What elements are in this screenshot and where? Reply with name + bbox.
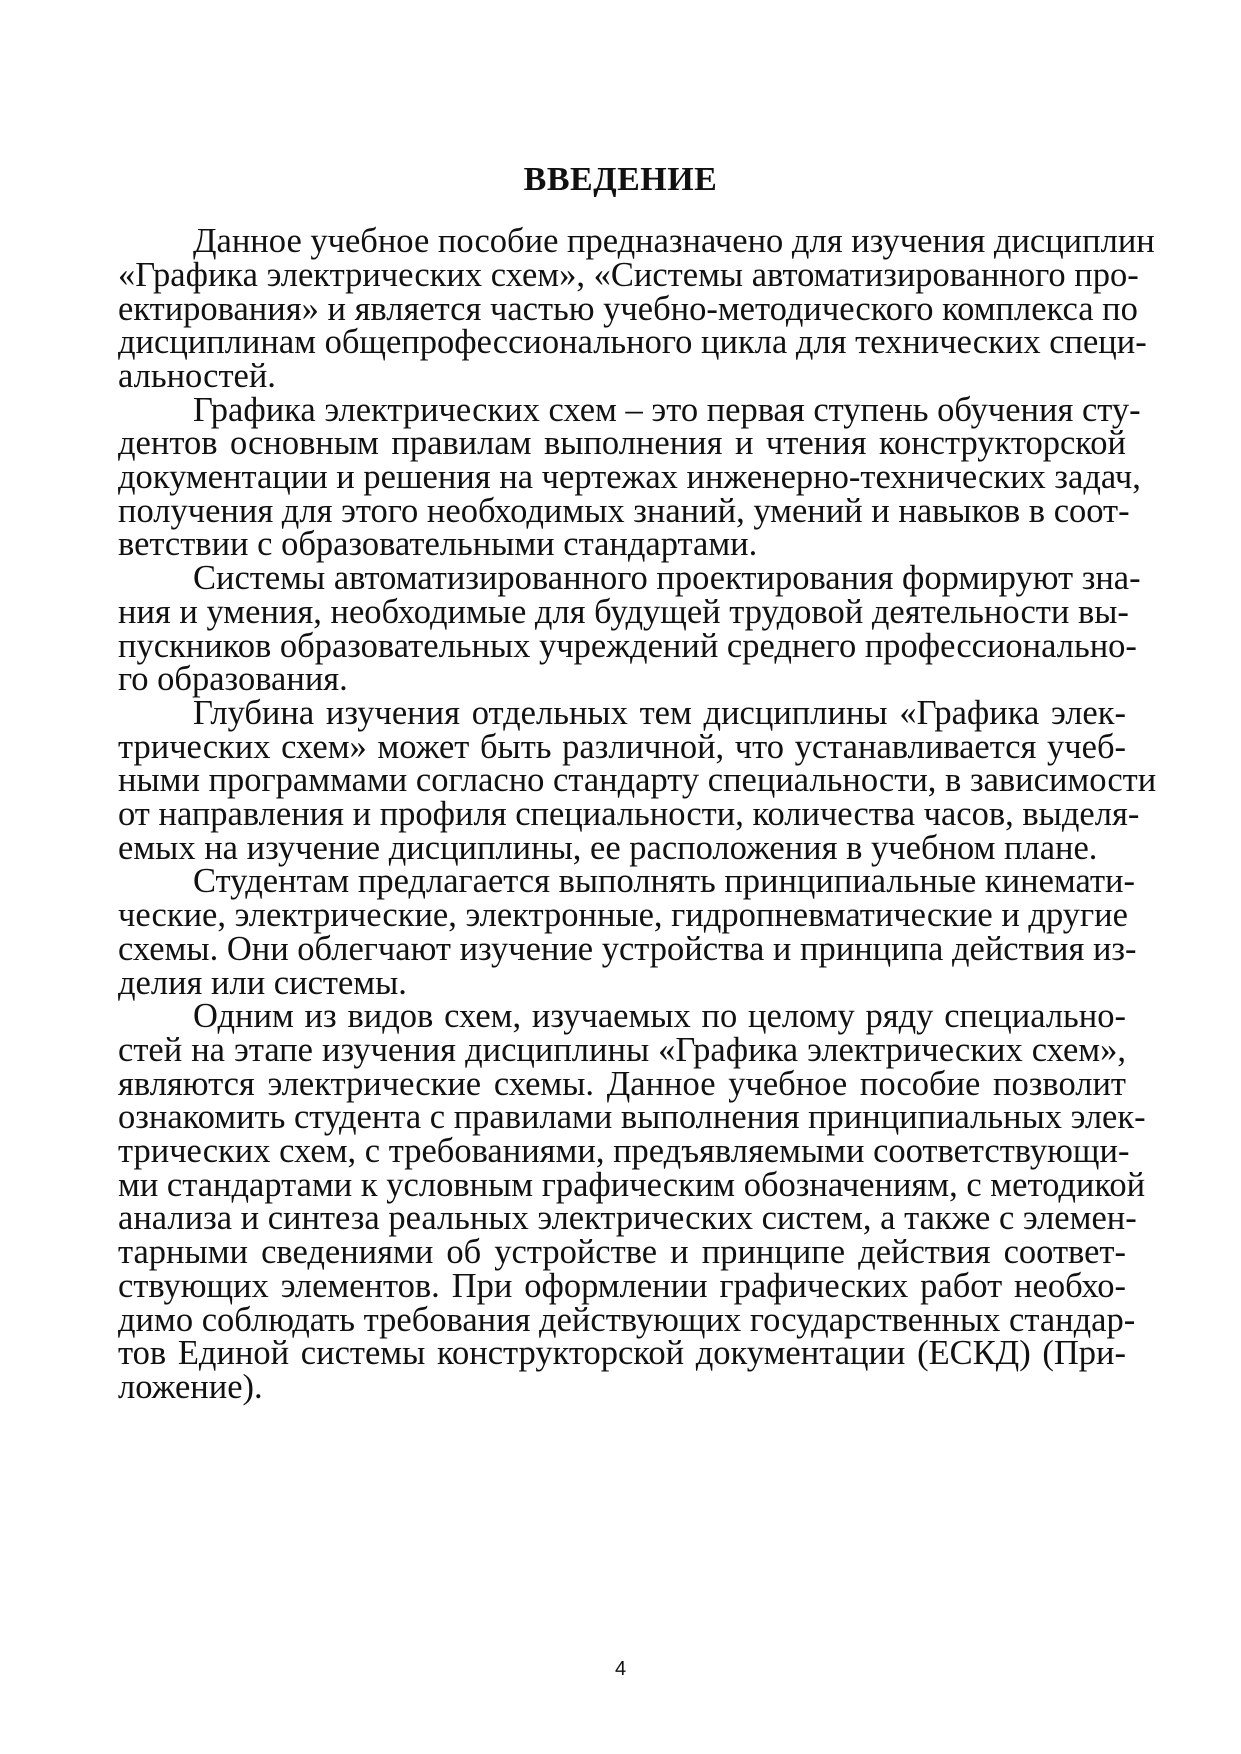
paragraph-2-line: Графика электрических схем – это первая ступень обучения сту- xyxy=(193,391,1141,429)
paragraph-6-line: димо соблюдать требования действующих государственных стандар- xyxy=(118,1301,1136,1339)
paragraph-6-line: анализа и синтеза реальных электрических систем, а также с элемен- xyxy=(118,1199,1137,1237)
paragraph-6-line: тарными сведениями об устройстве и принципе действия соответ- xyxy=(118,1233,1126,1271)
paragraph-6-line: трических схем, с требованиями, предъявляемыми соответствующи- xyxy=(118,1132,1130,1170)
paragraph-6-line: стей на этапе изучения дисциплины «Графика электрических схем», xyxy=(118,1031,1126,1069)
paragraph-2-line: ветствии с образовательными стандартами. xyxy=(118,525,758,563)
paragraph-2-line: дентов основным правилам выполнения и чтения конструкторской xyxy=(118,424,1126,462)
paragraph-1-line: Данное учебное пособие предназначено для изучения дисциплин xyxy=(193,222,1155,260)
paragraph-4-line: от направления и профиля специальности, количества часов, выделя- xyxy=(118,795,1140,833)
paragraph-6-line: ознакомить студента с правилами выполнения принципиальных элек- xyxy=(118,1098,1146,1136)
paragraph-4-line: емых на изучение дисциплины, ее расположения в учебном плане. xyxy=(118,829,1098,867)
paragraph-6-line: ложение). xyxy=(118,1368,263,1406)
paragraph-4-line: ными программами согласно стандарту специальности, в зависимости xyxy=(118,761,1157,799)
section-heading: ВВЕДЕНИЕ xyxy=(523,161,718,198)
paragraph-4-line: трических схем» может быть различной, что устанавливается учеб- xyxy=(118,728,1126,766)
paragraph-6-line: ми стандартами к условным графическим обозначениям, с методикой xyxy=(118,1166,1146,1204)
paragraph-1-line: дисциплинам общепрофессионального цикла для технических специ- xyxy=(118,323,1147,361)
paragraph-6-line: тов Единой системы конструкторской документации (ЕСКД) (При- xyxy=(118,1334,1126,1372)
paragraph-1-line: альностей. xyxy=(118,357,276,395)
paragraph-6-line: ствующих элементов. При оформлении графических работ необхо- xyxy=(118,1267,1126,1305)
paragraph-2-line: документации и решения на чертежах инженерно-технических задач, xyxy=(118,458,1141,496)
paragraph-2-line: получения для этого необходимых знаний, умений и навыков в соот- xyxy=(118,492,1130,530)
paragraph-5-line: ческие, электрические, электронные, гидропневматические и другие xyxy=(118,896,1128,934)
paragraph-6-line: Одним из видов схем, изучаемых по целому ряду специально- xyxy=(193,997,1126,1035)
paragraph-3-line: пускников образовательных учреждений среднего профессионально- xyxy=(118,627,1137,665)
paragraph-5-line: Студентам предлагается выполнять принципиальные кинемати- xyxy=(193,862,1135,900)
paragraph-5-line: делия или системы. xyxy=(118,964,407,1002)
paragraph-1-line: «Графика электрических схем», «Системы автоматизированного про- xyxy=(118,256,1139,294)
paragraph-3-line: ния и умения, необходимые для будущей трудовой деятельности вы- xyxy=(118,593,1129,631)
page-number: 4 xyxy=(614,1658,627,1680)
paragraph-5-line: схемы. Они облегчают изучение устройства и принципа действия из- xyxy=(118,930,1137,968)
paragraph-3-line: го образования. xyxy=(118,660,348,698)
paragraph-6-line: являются электрические схемы. Данное учебное пособие позволит xyxy=(118,1065,1126,1103)
paragraph-4-line: Глубина изучения отдельных тем дисциплины «Графика элек- xyxy=(193,694,1126,732)
paragraph-3-line: Системы автоматизированного проектирования формируют зна- xyxy=(193,559,1141,597)
paragraph-1-line: ектирования» и является частью учебно-методического комплекса по xyxy=(118,290,1138,328)
